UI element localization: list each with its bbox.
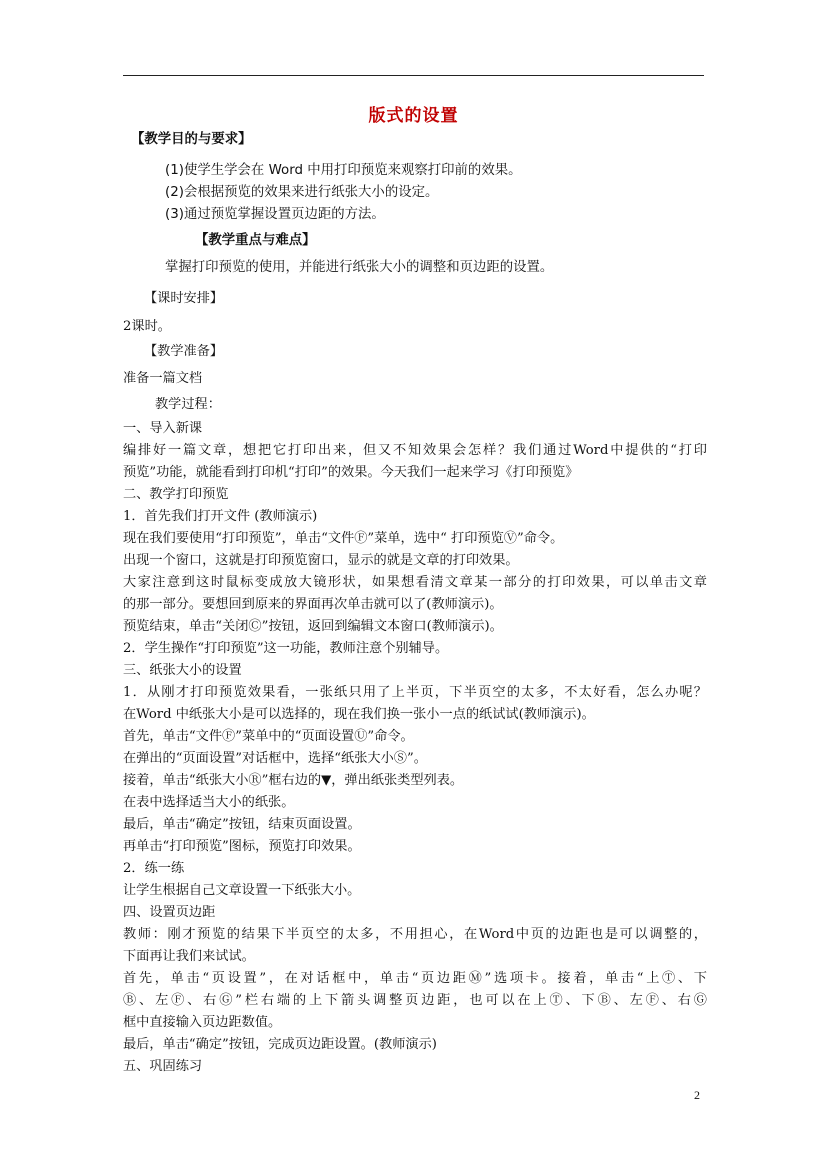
paragraph-line: 首先，单击“文件Ⓕ”菜单中的“页面设置Ⓤ”命令。: [123, 729, 414, 744]
page-title: 版式的设置: [368, 106, 459, 126]
objective-item-1: (1)使学生学会在 Word 中用打印预览来观察打印前的效果。: [165, 163, 522, 178]
section-heading-4: 四、设置页边距: [123, 905, 216, 920]
section-heading-1: 一、导入新课: [123, 421, 203, 436]
process-heading: 教学过程：: [155, 397, 221, 412]
paragraph-line: 再单击“打印预览”图标，预览打印效果。: [123, 839, 361, 854]
preparation-text: 准备一篇文档: [123, 371, 203, 386]
paragraph-line: 接着，单击“纸张大小Ⓡ”框右边的▼，弹出纸张类型列表。: [123, 773, 464, 788]
objectives-heading: 【教学目的与要求】: [131, 132, 252, 147]
step-heading: 2．学生操作“打印预览”这一功能，教师注意个别辅导。: [123, 641, 449, 656]
paragraph-line: 在表中选择适当大小的纸张。: [123, 795, 295, 810]
section-heading-2: 二、教学打印预览: [123, 487, 229, 502]
objective-item-2: (2)会根据预览的效果来进行纸张大小的设定。: [165, 185, 439, 200]
paragraph-line: 预览结束，单击“关闭Ⓒ”按钮，返回到编辑文本窗口(教师演示)。: [123, 619, 503, 634]
paragraph-line: 预览”功能，就能看到打印机“打印”的效果。今天我们一起来学习《打印预览》: [123, 465, 579, 480]
paragraph-line: 教师：刚才预览的结果下半页空的太多，不用担心，在Word中页的边距也是可以调整的，: [123, 927, 707, 942]
paragraph-line: 现在我们要使用“打印预览”，单击“文件Ⓕ”菜单，选中“ 打印预览Ⓥ”命令。: [123, 531, 564, 546]
paragraph-line: 编排好一篇文章，想把它打印出来，但又不知效果会怎样？我们通过Word中提供的“打印: [123, 443, 707, 458]
paragraph-line: Ⓑ、左Ⓕ、右Ⓖ”栏右端的上下箭头调整页边距，也可以在上Ⓣ、下Ⓑ、左Ⓕ、右Ⓖ: [123, 993, 707, 1008]
paragraph-line: 框中直接输入页边距数值。: [123, 1015, 282, 1030]
page-number: 2: [694, 1088, 700, 1102]
paragraph-line: 首先，单击“页设置”，在对话框中，单击“页边距Ⓜ”选项卡。接着，单击“上Ⓣ、下: [123, 971, 707, 986]
key-points-heading: 【教学重点与难点】: [195, 233, 316, 248]
schedule-text: 2课时。: [123, 319, 171, 334]
paragraph-line: 最后，单击“确定”按钮，完成页边距设置。(教师演示): [123, 1037, 437, 1052]
paragraph-line: 的那一部分。要想回到原来的界面再次单击就可以了(教师演示)。: [123, 597, 503, 612]
header-rule: [123, 75, 704, 76]
objective-item-3: (3)通过预览掌握设置页边距的方法。: [165, 207, 385, 222]
paragraph-line: 最后，单击“确定”按钮，结束页面设置。: [123, 817, 361, 832]
paragraph-line: 下面再让我们来试试。: [123, 949, 255, 964]
section-heading-5: 五、巩固练习: [123, 1059, 203, 1074]
preparation-heading: 【教学准备】: [144, 344, 224, 359]
paragraph-line: 出现一个窗口，这就是打印预览窗口，显示的就是文章的打印效果。: [123, 553, 519, 568]
paragraph-line: 大家注意到这时鼠标变成放大镜形状，如果想看清文章某一部分的打印效果，可以单击文章: [123, 575, 707, 590]
step-heading: 1．首先我们打开文件 (教师演示): [123, 509, 318, 524]
schedule-heading: 【课时安排】: [144, 291, 224, 306]
paragraph-line: 让学生根据自己文章设置一下纸张大小。: [123, 883, 361, 898]
key-points-text: 掌握打印预览的使用，并能进行纸张大小的调整和页边距的设置。: [165, 260, 554, 275]
paragraph-line: 在弹出的“页面设置”对话框中，选择“纸张大小Ⓢ”。: [123, 751, 427, 766]
paragraph-line: 1．从刚才打印预览效果看，一张纸只用了上半页，下半页空的太多，不太好看，怎么办呢？: [123, 685, 707, 700]
paragraph-line: 在Word 中纸张大小是可以选择的，现在我们换一张小一点的纸试试(教师演示)。: [123, 707, 595, 722]
section-heading-3: 三、纸张大小的设置: [123, 663, 242, 678]
step-heading: 2．练一练: [123, 861, 185, 876]
